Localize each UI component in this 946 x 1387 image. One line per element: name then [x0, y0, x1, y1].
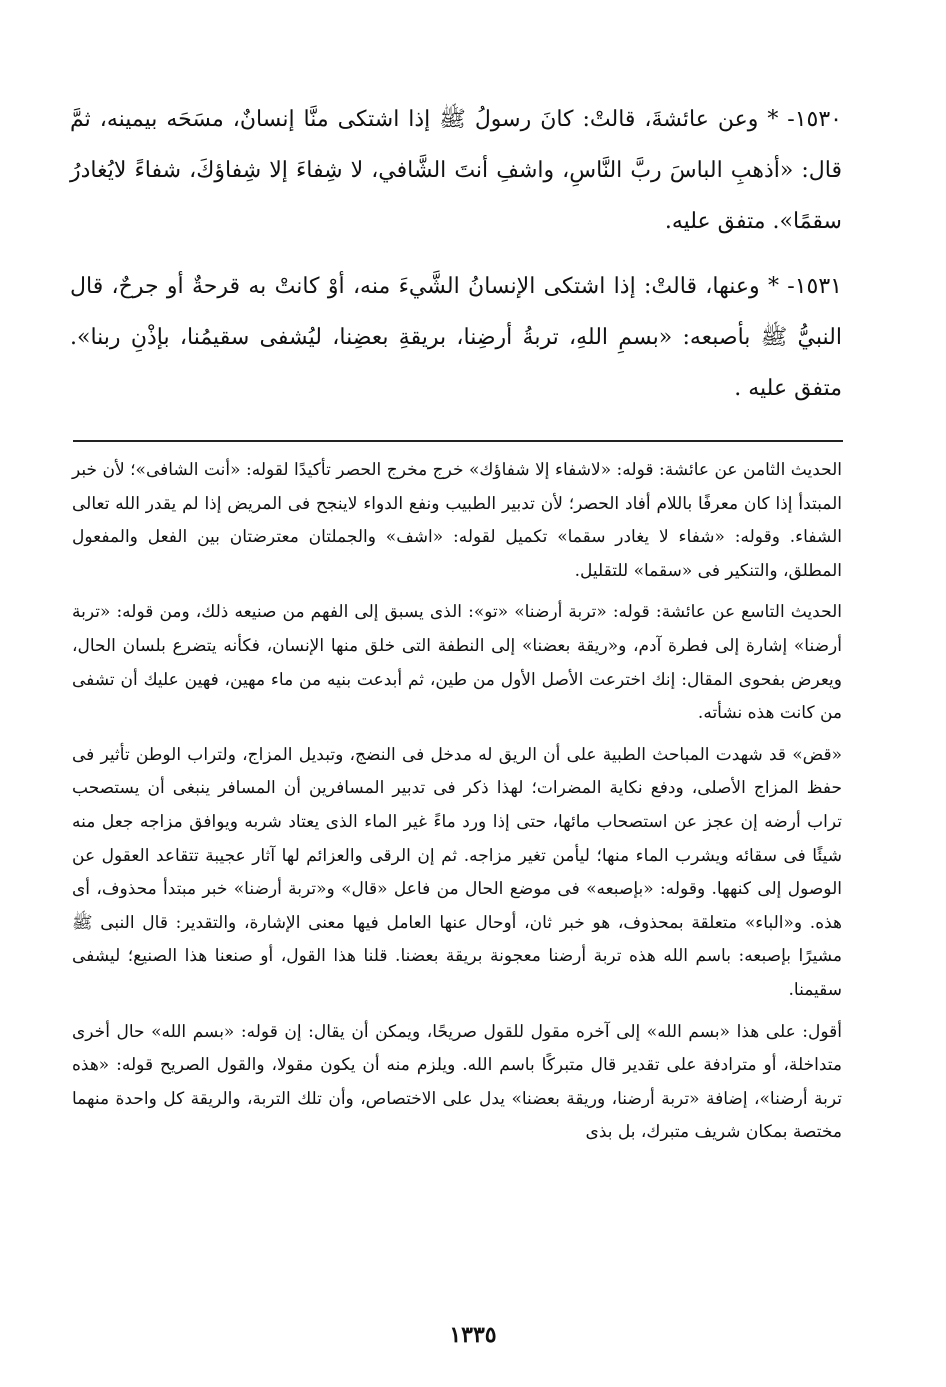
- commentary-paragraph: «قض» قد شهدت المباحث الطبية على أن الريق له مدخل فى النضج، وتبديل المزاج، ولتراب الوطن تأثير فى حفظ المزاج الأصلى، ودفع نكاية المضرات؛ لهذا ذكر فى تدبير المسافرين أن المسافر ينبغى أن يستصحب تراب أرضه إن عجز عن استصحاب مائها، حتى إذا ورد ماءً غير الماء الذى يعتاد شربه ويوافق مزاجه جعل منه شيئًا فى سقائه ويشرب الماء منها؛ ليأمن تغير مزاجه. ثم إن الرقى والعزائم لها آثار عجيبة تتقاعد العقول عن الوصول إلى كنهها. وقوله: «بإصبعه» فى موضع الحال من فاعل «قال» و«تربة أرضنا» خبر مبتدأ محذوف، أى هذه. و«الباء» متعلقة بمحذوف، هو خبر ثان، أوحال عنها العامل فيها معنى الإشارة، والتقدير: قال النبى ﷺ مشيرًا بإصبعه: باسم الله هذه تربة أرضنا معجونة بريقة بعضنا. قلنا هذا القول، أو صنعنا هذا الصنيع؛ ليشفى سقيمنا.: [72, 744, 842, 1000]
- footnote-divider: [73, 440, 843, 442]
- page-number: ١٣٣٥: [449, 1322, 497, 1348]
- hadith-1530: [70, 94, 842, 247]
- commentary-paragraph: الحديث الثامن عن عائشة: قوله: «لاشفاء إلا شفاؤك» خرج مخرج الحصر تأكيدًا لقوله: «أنت الشافى»؛ لأن خبر المبتدأ إذا كان معرفًا باللام أفاد الحصر؛ لأن تدبير الطبيب ونفع الدواء لاينجح فى المريض إذا لم يقدر الله تعالى الشفاء. وقوله: «شفاء لا يغادر سقما» تكميل لقوله: «اشف» والجملتان معترضتان بين الفعل والمفعول المطلق، والتنكير فى «سقما» للتقليل.: [72, 460, 842, 581]
- commentary-section: [72, 454, 842, 1158]
- commentary-paragraph: أقول: على هذا «بسم الله» إلى آخره مقول للقول صريحًا، ويمكن أن يقال: إن قوله: «بسم الله» حال أخرى متداخلة، أو مترادفة على تقدير قال متبركًا باسم الله. ويلزم منه أن يكون مقولا، والقول الصريح قوله: «هذه تربة أرضنا»، إضافة «تربة أرضنا، وريقة بعضنا» يدل على الاختصاص، وأن تلك التربة، والريقة كل واحدة منهما مختصة بمكان شريف متبرك، بل بذى: [72, 1021, 842, 1143]
- commentary-paragraph: الحديث التاسع عن عائشة: قوله: «تربة أرضنا» «تو»: الذى يسبق إلى الفهم من صنيعه ذلك، ومن قوله: «تربة أرضنا» إشارة إلى فطرة آدم، و«ريقة بعضنا» إلى النطفة التى خلق منها الإنسان، فكأنه يتضرع بلسان الحال، ويعرض بفحوى المقال: إنك اخترعت الأصل الأول من طين، ثم أبدعت بنيه من ماء مهين، فهين عليك أن تشفى من كانت هذه نشأته.: [72, 602, 842, 724]
- hadith-1531: [70, 261, 842, 414]
- hadith-text: ١٥٣١- * وعنها، قالتْ: إذا اشتكى الإنسانُ الشَّيءَ منه، أوْ كانتْ به قرحةٌ أو جرحٌ، قال النبيُّ ﷺ بأصبعه: «بسمِ اللهِ، تربةُ أرضِنا، بريقةِ بعضِنا، ليُشفى سقيمُنا، بإذْنِ ربنا». متفق عليه .: [70, 274, 842, 401]
- hadith-text: ١٥٣٠- * وعن عائشةَ، قالتْ: كانَ رسولُ ﷺ إذا اشتكى منَّا إنسانٌ، مسَحَه بيمينه، ثمَّ قال: «أذهبِ الباسَ ربَّ النَّاسِ، واشفِ أنتَ الشَّافي، لا شِفاءَ إلا شِفاؤكَ، شفاءً لايُغادرُ سقمًا». متفق عليه.: [70, 107, 842, 234]
